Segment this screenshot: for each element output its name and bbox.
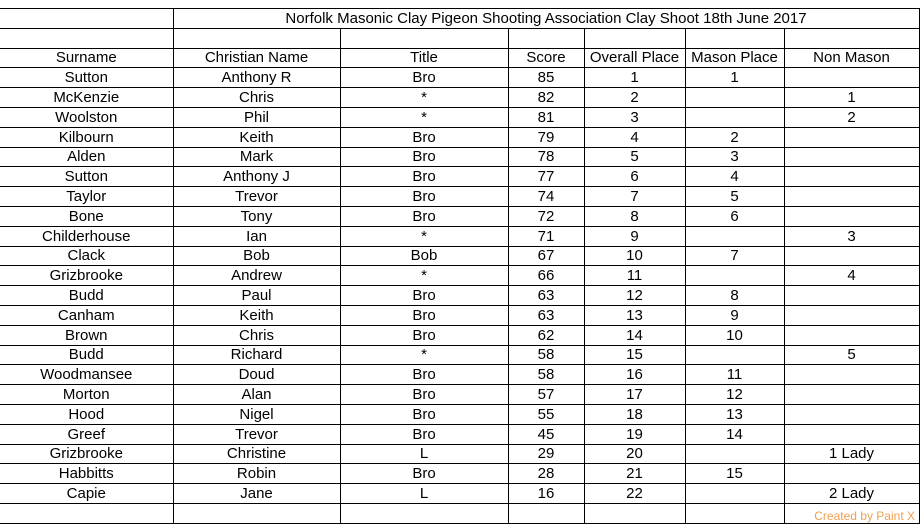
table-row (0, 226, 919, 246)
table-row (0, 345, 919, 365)
header-non-mason: Non Mason (784, 48, 919, 68)
surname-cell: Brown (0, 325, 173, 345)
overall-place-cell: 14 (584, 325, 685, 345)
title-cell: L (340, 444, 508, 464)
blank-cell (508, 28, 584, 48)
non-mason-cell (784, 325, 919, 345)
surname-cell: Canham (0, 305, 173, 325)
non-mason-cell: 1 Lady (784, 444, 919, 464)
title-cell: L (340, 484, 508, 504)
christian-name-cell: Jane (173, 484, 340, 504)
score-cell: 57 (508, 385, 584, 405)
non-mason-cell (784, 404, 919, 424)
header-score: Score (508, 48, 584, 68)
table-row (0, 325, 919, 345)
surname-cell: Childerhouse (0, 226, 173, 246)
overall-place-cell: 4 (584, 127, 685, 147)
blank-cell (685, 28, 784, 48)
mason-place-cell: 9 (685, 305, 784, 325)
christian-name-cell: Trevor (173, 424, 340, 444)
header-row (0, 48, 919, 68)
christian-name-cell: Chris (173, 88, 340, 108)
title-cell: Bob (340, 246, 508, 266)
non-mason-cell (784, 305, 919, 325)
overall-place-cell: 21 (584, 464, 685, 484)
score-cell: 72 (508, 206, 584, 226)
mason-place-cell: 11 (685, 365, 784, 385)
surname-cell: Habbitts (0, 464, 173, 484)
score-cell: 81 (508, 107, 584, 127)
score-cell: 58 (508, 365, 584, 385)
christian-name-cell: Bob (173, 246, 340, 266)
overall-place-cell: 6 (584, 167, 685, 187)
overall-place-cell: 10 (584, 246, 685, 266)
blank-cell (584, 28, 685, 48)
blank-cell (0, 28, 173, 48)
christian-name-cell: Christine (173, 444, 340, 464)
title-cell: Bro (340, 305, 508, 325)
mason-place-cell: 14 (685, 424, 784, 444)
surname-cell: Greef (0, 424, 173, 444)
score-cell: 85 (508, 68, 584, 88)
title-cell: Bro (340, 187, 508, 207)
title-cell: * (340, 345, 508, 365)
blank-cell (173, 503, 340, 523)
christian-name-cell: Anthony J (173, 167, 340, 187)
score-cell: 66 (508, 266, 584, 286)
header-overall-place: Overall Place (584, 48, 685, 68)
surname-cell: Kilbourn (0, 127, 173, 147)
mason-place-cell (685, 226, 784, 246)
overall-place-cell: 3 (584, 107, 685, 127)
surname-cell: Woodmansee (0, 365, 173, 385)
score-cell: 63 (508, 286, 584, 306)
title-cell: Bro (340, 147, 508, 167)
overall-place-cell: 2 (584, 88, 685, 108)
blank-cell (508, 503, 584, 523)
non-mason-cell (784, 464, 919, 484)
spacer-row (0, 503, 919, 523)
blank-cell (340, 503, 508, 523)
overall-place-cell: 11 (584, 266, 685, 286)
results-table (0, 8, 920, 524)
christian-name-cell: Richard (173, 345, 340, 365)
overall-place-cell: 1 (584, 68, 685, 88)
blank-cell (685, 503, 784, 523)
christian-name-cell: Anthony R (173, 68, 340, 88)
mason-place-cell: 1 (685, 68, 784, 88)
table-row (0, 88, 919, 108)
table-row (0, 107, 919, 127)
mason-place-cell: 6 (685, 206, 784, 226)
non-mason-cell: 2 (784, 107, 919, 127)
table-row (0, 484, 919, 504)
surname-cell: Hood (0, 404, 173, 424)
title-cell: * (340, 266, 508, 286)
score-cell: 58 (508, 345, 584, 365)
christian-name-cell: Andrew (173, 266, 340, 286)
score-cell: 55 (508, 404, 584, 424)
blank-cell (173, 28, 340, 48)
non-mason-cell (784, 206, 919, 226)
blank-cell (0, 503, 173, 523)
title-cell: Bro (340, 286, 508, 306)
overall-place-cell: 5 (584, 147, 685, 167)
score-cell: 77 (508, 167, 584, 187)
non-mason-cell (784, 286, 919, 306)
header-mason-place: Mason Place (685, 48, 784, 68)
score-cell: 79 (508, 127, 584, 147)
table-row (0, 404, 919, 424)
overall-place-cell: 17 (584, 385, 685, 405)
title-cell: Bro (340, 464, 508, 484)
christian-name-cell: Keith (173, 305, 340, 325)
non-mason-cell (784, 68, 919, 88)
surname-cell: Budd (0, 345, 173, 365)
mason-place-cell (685, 107, 784, 127)
overall-place-cell: 15 (584, 345, 685, 365)
title-row (0, 9, 919, 29)
overall-place-cell: 16 (584, 365, 685, 385)
score-cell: 74 (508, 187, 584, 207)
title-cell: * (340, 107, 508, 127)
surname-cell: Woolston (0, 107, 173, 127)
christian-name-cell: Paul (173, 286, 340, 306)
watermark-text: Created by Paint X (814, 509, 915, 523)
table-row (0, 464, 919, 484)
blank-cell (0, 9, 173, 29)
mason-place-cell (685, 444, 784, 464)
title-cell: Bro (340, 404, 508, 424)
non-mason-cell (784, 167, 919, 187)
surname-cell: Sutton (0, 68, 173, 88)
mason-place-cell: 8 (685, 286, 784, 306)
non-mason-cell (784, 424, 919, 444)
surname-cell: Taylor (0, 187, 173, 207)
overall-place-cell: 8 (584, 206, 685, 226)
title-cell: * (340, 88, 508, 108)
overall-place-cell: 22 (584, 484, 685, 504)
table-row (0, 424, 919, 444)
score-cell: 29 (508, 444, 584, 464)
title-cell: * (340, 226, 508, 246)
mason-place-cell: 7 (685, 246, 784, 266)
header-surname: Surname (0, 48, 173, 68)
mason-place-cell (685, 266, 784, 286)
blank-cell (784, 28, 919, 48)
table-row (0, 246, 919, 266)
spacer-row (0, 28, 919, 48)
table-row (0, 385, 919, 405)
non-mason-cell: 3 (784, 226, 919, 246)
mason-place-cell (685, 484, 784, 504)
christian-name-cell: Trevor (173, 187, 340, 207)
score-cell: 62 (508, 325, 584, 345)
surname-cell: Sutton (0, 167, 173, 187)
mason-place-cell: 10 (685, 325, 784, 345)
non-mason-cell (784, 187, 919, 207)
non-mason-cell: 1 (784, 88, 919, 108)
mason-place-cell: 13 (685, 404, 784, 424)
christian-name-cell: Doud (173, 365, 340, 385)
surname-cell: McKenzie (0, 88, 173, 108)
mason-place-cell (685, 88, 784, 108)
table-row (0, 127, 919, 147)
non-mason-cell: 5 (784, 345, 919, 365)
score-cell: 28 (508, 464, 584, 484)
overall-place-cell: 7 (584, 187, 685, 207)
christian-name-cell: Alan (173, 385, 340, 405)
christian-name-cell: Robin (173, 464, 340, 484)
sheet-title: Norfolk Masonic Clay Pigeon Shooting Association Clay Shoot 18th June 2017 (173, 9, 919, 29)
table-row (0, 444, 919, 464)
overall-place-cell: 13 (584, 305, 685, 325)
blank-cell (340, 28, 508, 48)
non-mason-cell: 4 (784, 266, 919, 286)
overall-place-cell: 18 (584, 404, 685, 424)
table-row (0, 187, 919, 207)
surname-cell: Capie (0, 484, 173, 504)
mason-place-cell (685, 345, 784, 365)
christian-name-cell: Tony (173, 206, 340, 226)
table-row (0, 365, 919, 385)
blank-cell (584, 503, 685, 523)
header-title: Title (340, 48, 508, 68)
mason-place-cell: 4 (685, 167, 784, 187)
christian-name-cell: Phil (173, 107, 340, 127)
surname-cell: Morton (0, 385, 173, 405)
overall-place-cell: 9 (584, 226, 685, 246)
non-mason-cell (784, 147, 919, 167)
surname-cell: Grizbrooke (0, 266, 173, 286)
christian-name-cell: Ian (173, 226, 340, 246)
title-cell: Bro (340, 365, 508, 385)
non-mason-cell (784, 127, 919, 147)
christian-name-cell: Mark (173, 147, 340, 167)
surname-cell: Clack (0, 246, 173, 266)
table-row (0, 68, 919, 88)
surname-cell: Alden (0, 147, 173, 167)
table-row (0, 305, 919, 325)
overall-place-cell: 20 (584, 444, 685, 464)
title-cell: Bro (340, 385, 508, 405)
score-cell: 45 (508, 424, 584, 444)
christian-name-cell: Chris (173, 325, 340, 345)
title-cell: Bro (340, 424, 508, 444)
header-christian-name: Christian Name (173, 48, 340, 68)
title-cell: Bro (340, 68, 508, 88)
overall-place-cell: 12 (584, 286, 685, 306)
non-mason-cell (784, 385, 919, 405)
table-row (0, 147, 919, 167)
score-cell: 82 (508, 88, 584, 108)
table-row (0, 167, 919, 187)
table-row (0, 266, 919, 286)
score-cell: 71 (508, 226, 584, 246)
score-cell: 16 (508, 484, 584, 504)
score-cell: 67 (508, 246, 584, 266)
table-row (0, 286, 919, 306)
non-mason-cell (784, 365, 919, 385)
mason-place-cell: 15 (685, 464, 784, 484)
surname-cell: Grizbrooke (0, 444, 173, 464)
overall-place-cell: 19 (584, 424, 685, 444)
non-mason-cell (784, 246, 919, 266)
title-cell: Bro (340, 325, 508, 345)
christian-name-cell: Keith (173, 127, 340, 147)
surname-cell: Bone (0, 206, 173, 226)
mason-place-cell: 12 (685, 385, 784, 405)
mason-place-cell: 5 (685, 187, 784, 207)
table-row (0, 206, 919, 226)
non-mason-cell: 2 Lady (784, 484, 919, 504)
score-cell: 63 (508, 305, 584, 325)
score-cell: 78 (508, 147, 584, 167)
title-cell: Bro (340, 167, 508, 187)
title-cell: Bro (340, 127, 508, 147)
mason-place-cell: 3 (685, 147, 784, 167)
mason-place-cell: 2 (685, 127, 784, 147)
christian-name-cell: Nigel (173, 404, 340, 424)
surname-cell: Budd (0, 286, 173, 306)
title-cell: Bro (340, 206, 508, 226)
